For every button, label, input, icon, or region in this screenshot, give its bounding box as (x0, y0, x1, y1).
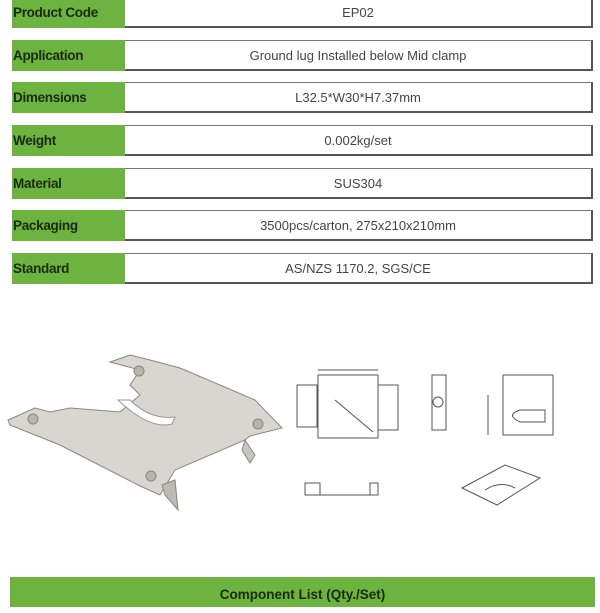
side-view-drawing (432, 375, 446, 430)
bottom-view-drawing (488, 375, 553, 435)
spec-value: AS/NZS 1170.2, SGS/CE (125, 253, 593, 284)
front-view-drawing (305, 483, 378, 495)
spec-value: EP02 (125, 0, 593, 28)
ground-lug-render-image (8, 355, 282, 510)
spec-label: Application (12, 40, 125, 71)
top-view-drawing (297, 370, 398, 438)
spec-label: Product Code (12, 0, 125, 28)
isometric-drawing (462, 465, 540, 505)
spec-row-application (12, 40, 593, 71)
spec-value: 0.002kg/set (125, 125, 593, 156)
spec-row-weight (12, 125, 593, 156)
spec-row-packaging (12, 210, 593, 241)
spec-value: L32.5*W30*H7.37mm (125, 82, 593, 113)
spec-row-product-code (12, 0, 593, 28)
spec-label: Packaging (12, 210, 125, 241)
spec-row-material (12, 168, 593, 199)
spec-row-dimensions (12, 82, 593, 113)
spec-label: Dimensions (12, 82, 125, 113)
spec-label: Material (12, 168, 125, 199)
product-figures (0, 345, 600, 535)
component-list-header: Component List (Qty./Set) (10, 577, 595, 607)
spec-label: Standard (12, 253, 125, 284)
technical-drawings (297, 370, 553, 505)
spec-row-standard (12, 253, 593, 284)
spec-value: Ground lug Installed below Mid clamp (125, 40, 593, 71)
spec-value: 3500pcs/carton, 275x210x210mm (125, 210, 593, 241)
spec-label: Weight (12, 125, 125, 156)
spec-value: SUS304 (125, 168, 593, 199)
